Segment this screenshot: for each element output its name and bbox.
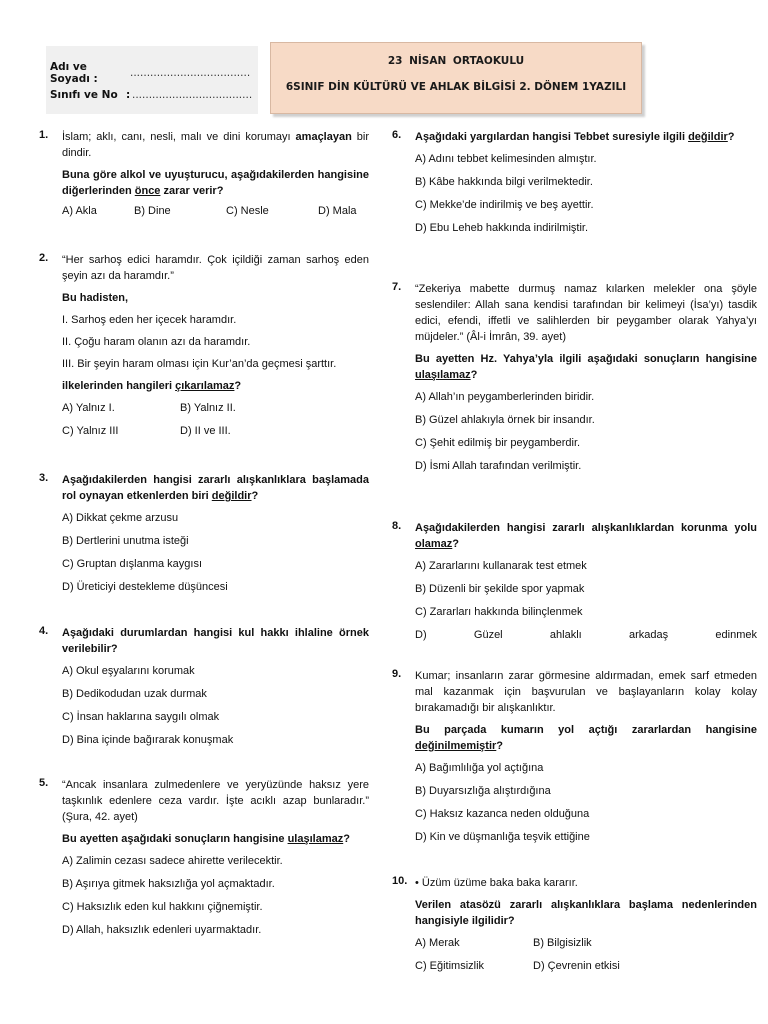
question-prompt: Verilen atasözü zararlı alışkanlıklara başlama nedenlerinden hangisiyle ilgilidir? [415, 899, 757, 927]
question-3 [39, 472, 369, 602]
question-prompt: Aşağıdaki durumlardan hangisi kul hakkı ihlaline örnek verilebilir? [62, 627, 369, 655]
class-field[interactable]: .................................... [132, 89, 253, 101]
question-text: “Her sarhoş edici haramdır. Çok içildiği zaman sarhoş eden şeyin azı da haramdır.” [62, 254, 369, 282]
question-10 [392, 875, 757, 981]
option-d[interactable]: D) Çevrenin etkisi [533, 960, 620, 972]
statement-2: II. Çoğu haram olanın azı da haramdır. [62, 336, 251, 348]
name-field[interactable]: .................................... [130, 67, 251, 79]
option-b[interactable]: B) Kâbe hakkında bilgi verilmektedir. [415, 176, 593, 188]
question-number: 1. [39, 129, 49, 141]
option-c[interactable]: C) Eğitimsizlik [415, 960, 485, 972]
options-row-1 [62, 400, 369, 416]
option-c[interactable]: C) Haksızlık eden kul hakkını çiğnemiştir. [62, 901, 263, 913]
name-label: Adı ve Soyadı : [50, 61, 98, 85]
question-text: “Ancak insanlara zulmedenlere ve yeryüzünde haksız yere taşkınlık edenlere ceza vardır. İşte acıklı azap bunlaradır.” (Şura, 42. ayet) [62, 779, 369, 823]
question-lead: Bu hadisten, [62, 292, 129, 304]
option-a[interactable]: A) Merak [415, 937, 460, 949]
option-b[interactable]: B) Güzel ahlakıyla örnek bir insandır. [415, 414, 595, 426]
option-a[interactable]: A) Bağımlılığa yol açtığına [415, 762, 544, 774]
option-a[interactable]: A) Zararlarını kullanarak test etmek [415, 560, 587, 572]
question-9 [392, 668, 757, 852]
question-1 [39, 129, 369, 217]
question-prompt: Bu parçada kumarın yol açtığı zararlardan hangisine değinilmemiştir? [415, 724, 757, 752]
options-row-2 [62, 423, 369, 439]
statement-3: III. Bir şeyin haram olması için Kur’an’da geçmesi şarttır. [62, 358, 337, 370]
option-d[interactable]: D) İsmi Allah tarafından verilmiştir. [415, 460, 582, 472]
question-prompt: ilkelerinden hangileri çıkarılamaz? [62, 380, 242, 392]
question-text: • Üzüm üzüme baka baka kararır. [415, 877, 578, 889]
option-b[interactable]: B) Düzenli bir şekilde spor yapmak [415, 583, 585, 595]
option-a[interactable]: A) Adını tebbet kelimesinden almıştır. [415, 153, 597, 165]
option-d[interactable]: D) Ebu Leheb hakkında indirilmiştir. [415, 222, 589, 234]
question-number: 5. [39, 777, 49, 789]
option-c[interactable]: C) Zararları hakkında bilinçlenmek [415, 606, 583, 618]
option-d[interactable]: D) Üreticiyi destekleme düşüncesi [62, 581, 228, 593]
option-b[interactable]: B) Dine [134, 205, 171, 217]
option-b[interactable]: B) Bilgisizlik [533, 937, 592, 949]
question-number: 8. [392, 520, 402, 532]
option-d[interactable]: D) Bina içinde bağırarak konuşmak [62, 734, 234, 746]
option-a[interactable]: A) Akla [62, 205, 97, 217]
option-c[interactable]: C) Gruptan dışlanma kaygısı [62, 558, 203, 570]
option-b[interactable]: B) Yalnız II. [180, 402, 236, 414]
question-number: 2. [39, 252, 49, 264]
class-label: Sınıfı ve No [50, 89, 118, 101]
option-c[interactable]: C) Haksız kazanca neden olduğuna [415, 808, 590, 820]
name-row [50, 62, 258, 84]
question-6 [392, 129, 757, 243]
question-prompt: Aşağıdakilerden hangisi zararlı alışkanlıklardan korunma yolu olamaz? [415, 522, 757, 550]
option-b[interactable]: B) Dertlerini unutma isteği [62, 535, 189, 547]
question-number: 3. [39, 472, 49, 484]
class-row [50, 84, 258, 106]
exam-title: 6SINIF DİN KÜLTÜRÜ VE AHLAK BİLGİSİ 2. DÖNEM 1YAZILI [285, 81, 627, 93]
question-prompt: Aşağıdakilerden hangisi zararlı alışkanlıklara başlamada rol oynayan etkenlerden biri değildir? [62, 474, 369, 502]
option-c[interactable]: C) Şehit edilmiş bir peygamberdir. [415, 437, 581, 449]
question-number: 4. [39, 625, 49, 637]
question-number: 6. [392, 129, 402, 141]
options [62, 205, 369, 217]
question-prompt: Bu ayetten Hz. Yahya’yla ilgili aşağıdaki sonuçların hangisine ulaşılamaz? [415, 353, 757, 381]
option-a[interactable]: A) Allah’ın peygamberlerinden biridir. [415, 391, 595, 403]
option-d[interactable]: D) II ve III. [180, 425, 231, 437]
question-number: 7. [392, 281, 402, 293]
option-c[interactable]: C) Nesle [226, 205, 269, 217]
question-text: İslam; aklı, canı, nesli, malı ve dini korumayı amaçlayan bir dindir. [62, 131, 370, 159]
question-prompt: Buna göre alkol ve uyuşturucu, aşağıdakilerden hangisine diğerlerinden önce zarar verir? [62, 169, 369, 197]
exam-title-box [270, 42, 642, 114]
option-a[interactable]: A) Okul eşyalarını korumak [62, 665, 195, 677]
option-d[interactable]: D) Güzel ahlaklı arkadaş edinmek [415, 629, 757, 641]
question-number: 9. [392, 668, 402, 680]
option-d[interactable]: D) Allah, haksızlık edenleri uyarmaktadır. [62, 924, 262, 936]
question-text: Kumar; insanların zarar görmesine aldırmadan, emek sarf etmeden mal kazanmak için başvurulan ve başlayanların kolay kolay bırakamadığı bir alışkanlıktır. [415, 670, 757, 714]
question-2 [39, 252, 369, 446]
option-a[interactable]: A) Zalimin cezası sadece ahirette verilecektir. [62, 855, 283, 867]
question-7 [392, 281, 757, 481]
option-b[interactable]: B) Aşırıya gitmek haksızlığa yol açmaktadır. [62, 878, 275, 890]
question-number: 10. [392, 875, 408, 887]
statement-1: I. Sarhoş eden her içecek haramdır. [62, 314, 237, 326]
options-row-2 [415, 958, 757, 974]
class-colon: : [126, 89, 131, 101]
option-d[interactable]: D) Kin ve düşmanlığa teşvik ettiğine [415, 831, 590, 843]
option-c[interactable]: C) İnsan haklarına saygılı olmak [62, 711, 220, 723]
option-c[interactable]: C) Mekke’de indirilmiş ve beş ayettir. [415, 199, 594, 211]
student-info-box [46, 46, 258, 114]
option-b[interactable]: B) Dedikodudan uzak durmak [62, 688, 207, 700]
options-row-1 [415, 935, 757, 951]
option-a[interactable]: A) Yalnız I. [62, 402, 115, 414]
school-name: 23 NİSAN ORTAOKULU [387, 55, 525, 67]
question-prompt: Aşağıdaki yargılardan hangisi Tebbet suresiyle ilgili değildir? [415, 131, 735, 143]
option-b[interactable]: B) Duyarsızlığa alıştırdığına [415, 785, 551, 797]
option-a[interactable]: A) Dikkat çekme arzusu [62, 512, 179, 524]
option-c[interactable]: C) Yalnız III [62, 425, 119, 437]
question-5 [39, 777, 369, 945]
question-4 [39, 625, 369, 755]
option-d[interactable]: D) Mala [318, 205, 357, 217]
question-8 [392, 520, 757, 650]
question-prompt: Bu ayetten aşağıdaki sonuçların hangisine ulaşılamaz? [62, 833, 350, 845]
question-text: “Zekeriya mabette durmuş namaz kılarken melekler ona şöyle seslendiler: Allah sana kendisi tarafından bir kelimeyi (İsa’yı) tasdik edici, efendi, iffetli ve salihlerden bir peygamber olarak Yahya’yı müjdeler.” (Âl-i İmrân, 39. ayet) [415, 283, 757, 343]
